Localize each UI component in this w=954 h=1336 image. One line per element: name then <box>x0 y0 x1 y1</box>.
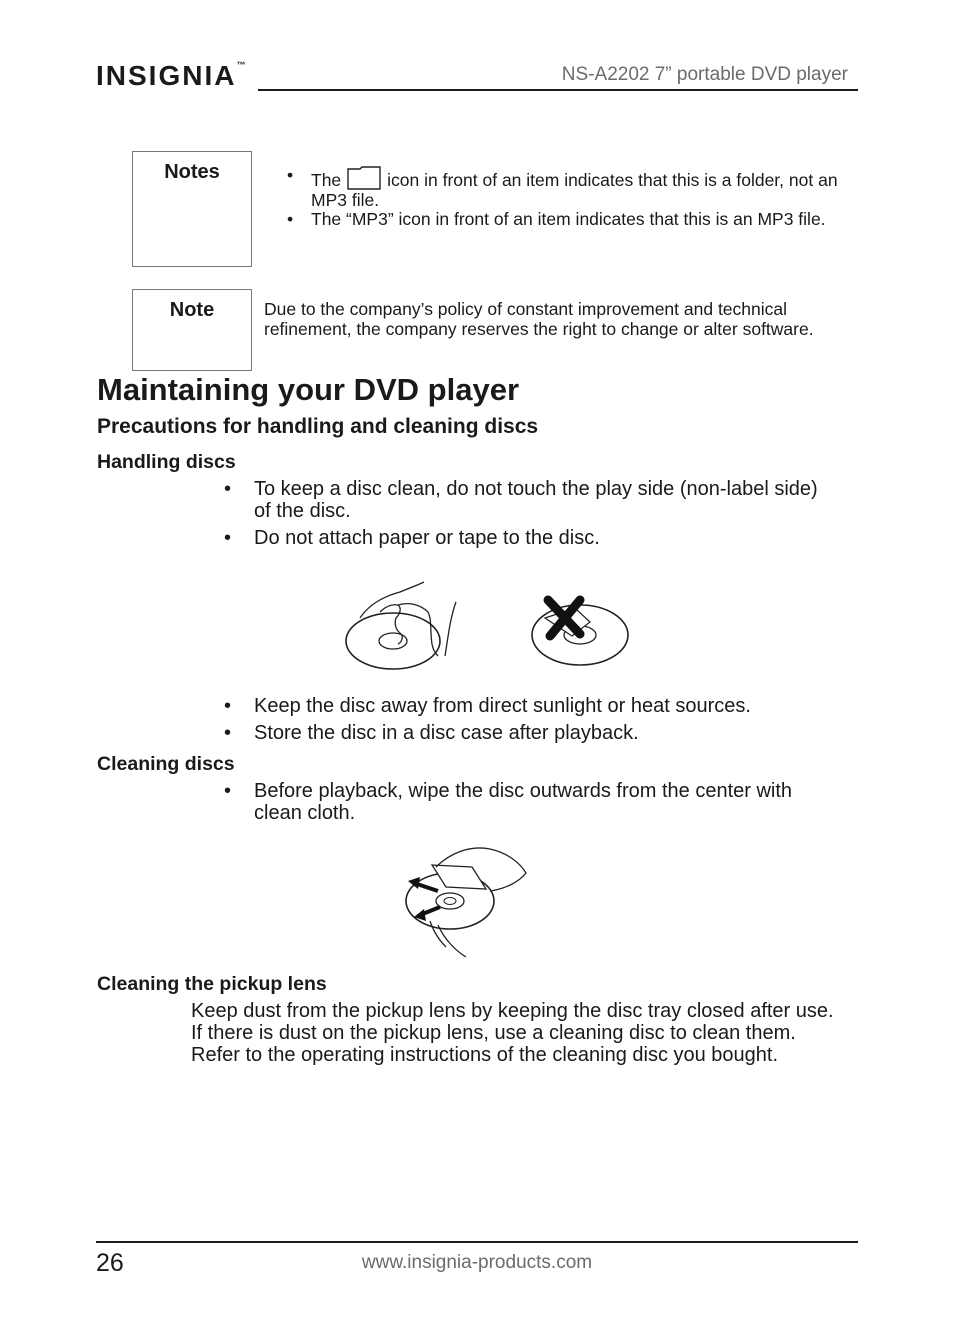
bullet: • <box>224 695 232 717</box>
list-item-text: Before playback, wipe the disc outwards from the center with clean cloth. <box>254 780 793 824</box>
incorrect-handling-icon <box>532 600 628 665</box>
list-item <box>220 695 830 717</box>
list-item <box>220 722 830 744</box>
notes-item <box>285 210 845 230</box>
handling-list-b <box>220 695 830 744</box>
logo-text: INSIGNIA <box>96 60 237 91</box>
note-label: Note <box>169 299 215 321</box>
section-title: Maintaining your DVD player <box>97 372 520 407</box>
notes-item <box>285 166 845 210</box>
list-item <box>220 478 830 522</box>
pickup-heading: Cleaning the pickup lens <box>97 973 327 995</box>
correct-handling-icon <box>346 582 456 669</box>
notes-list <box>285 166 845 230</box>
handling-list-a <box>220 478 830 549</box>
notes-label-box <box>132 151 252 267</box>
list-item-text: Store the disc in a disc case after playback. <box>254 722 639 744</box>
bullet: • <box>287 165 294 185</box>
bullet: • <box>224 722 232 744</box>
footer-url: www.insignia-products.com <box>361 1252 593 1273</box>
brand-logo <box>96 60 245 92</box>
folder-icon <box>347 166 381 188</box>
note-label-box <box>132 289 252 371</box>
disc-handling-illustration <box>340 578 640 678</box>
pickup-text: Keep dust from the pickup lens by keeping the disc tray closed after use. If there is dust on the pickup lens, use a cleaning disc to clean them. Refer to the operating instructions of the cleaning disc you bought. <box>191 1000 834 1066</box>
bullet: • <box>287 209 294 229</box>
notes-item-post: icon in front of an item indicates that this is a folder, not an MP3 file. <box>311 170 838 210</box>
section-subtitle: Precautions for handling and cleaning discs <box>97 415 539 438</box>
header-rule <box>258 89 858 91</box>
list-item-text: Keep the disc away from direct sunlight or heat sources. <box>254 695 751 717</box>
notes-content <box>285 166 845 230</box>
logo-trademark: ™ <box>236 60 246 70</box>
notes-item-text: The “MP3” icon in front of an item indicates that this is an MP3 file. <box>311 209 826 229</box>
footer-rule <box>96 1241 858 1243</box>
disc-cleaning-illustration <box>400 843 535 968</box>
bullet: • <box>224 527 232 549</box>
list-item <box>220 527 830 549</box>
bullet: • <box>224 478 232 500</box>
notes-item-pre: The <box>311 170 342 190</box>
list-item-text: Do not attach paper or tape to the disc. <box>254 527 600 549</box>
notes-label: Notes <box>164 161 220 183</box>
cleaning-list <box>220 780 840 824</box>
cleaning-heading: Cleaning discs <box>97 753 235 775</box>
bullet: • <box>224 780 232 802</box>
model-title: NS-A2202 7” portable DVD player <box>561 64 848 85</box>
page-number: 26 <box>96 1249 124 1277</box>
handling-heading: Handling discs <box>97 451 236 473</box>
list-item-text: To keep a disc clean, do not touch the play side (non-label side) of the disc. <box>254 478 818 522</box>
note-text: Due to the company’s policy of constant improvement and technical refinement, the company reserves the right to change or alter software. <box>264 299 814 339</box>
list-item <box>220 780 840 824</box>
